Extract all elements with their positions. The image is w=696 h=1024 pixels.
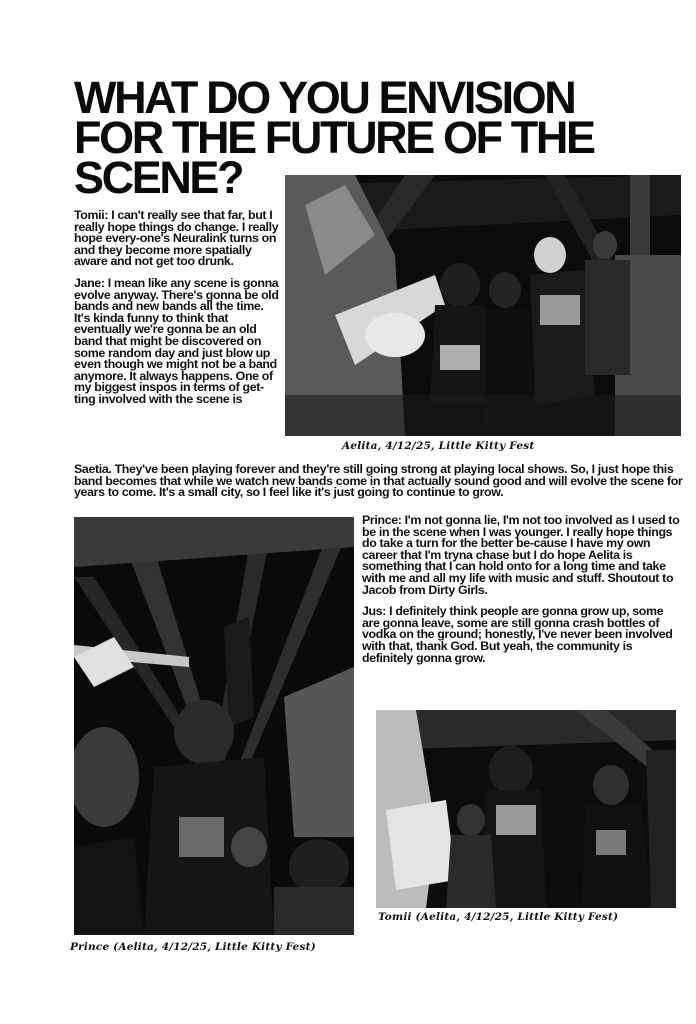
right-column: [362, 515, 680, 674]
photo-2-caption: Prince (Aelita, 4/12/25, Little Kitty Fest): [70, 941, 316, 953]
photo-3-caption: Tomii (Aelita, 4/12/25, Little Kitty Fest): [378, 911, 619, 923]
jane-answer-part-1: Jane: I mean like any scene is gonna evolve anyway. There's gonna be old bands and new bands all the time. It's kinda funny to think that eventually we're gonna be an old band that might be discovered on some random day and just blow up even though we might not be a band anymore. It always happens. One of my biggest inspos in terms of get-ting involved with the scene is: [74, 275, 279, 406]
prince-answer: Prince: I'm not gonna lie, I'm not too involved as I used to be in the scene when I was younger. I really hope things do take a turn for the better be-cause I have my own career that I'm tryna chase but I do hope Aelita is something that I can hold onto for a long time and take with me and all my life with music and stuff. Shoutout to Jacob from Dirty Girls.: [362, 513, 680, 597]
prince-photo: [74, 517, 354, 935]
jus-answer: Jus: I definitely think people are gonna grow up, some are gonna leave, some are still gonna crash bottles of vodka on the ground; honestly, I've never been involved with that, thank God. But yeah, the community is definitely gonna grow.: [362, 604, 673, 665]
headline-line-2: FOR THE FUTURE OF THE: [74, 112, 594, 163]
jane-answer-part-2: Saetia. They've been playing forever and they're still going strong at playing local shows. So, I just hope this band becomes that while we watch new bands come in that actually sound good and will evolve the scene for years to come. It's a small city, so I feel like it's just going to continue to grow.: [74, 462, 683, 500]
headline-line-3: SCENE?: [74, 152, 243, 203]
photo-1-caption: Aelita, 4/12/25, Little Kitty Fest: [342, 440, 535, 452]
headline-line-1: WHAT DO YOU ENVISION: [74, 72, 575, 123]
left-column: [74, 210, 282, 416]
tomii-answer: Tomii: I can't really see that far, but I really hope things do change. I really hope every-one's Neuralink turns on and they become more spatially aware and not get too drunk.: [74, 208, 279, 269]
band-photo-crowd: [285, 175, 681, 436]
tomii-photo: [376, 710, 676, 908]
